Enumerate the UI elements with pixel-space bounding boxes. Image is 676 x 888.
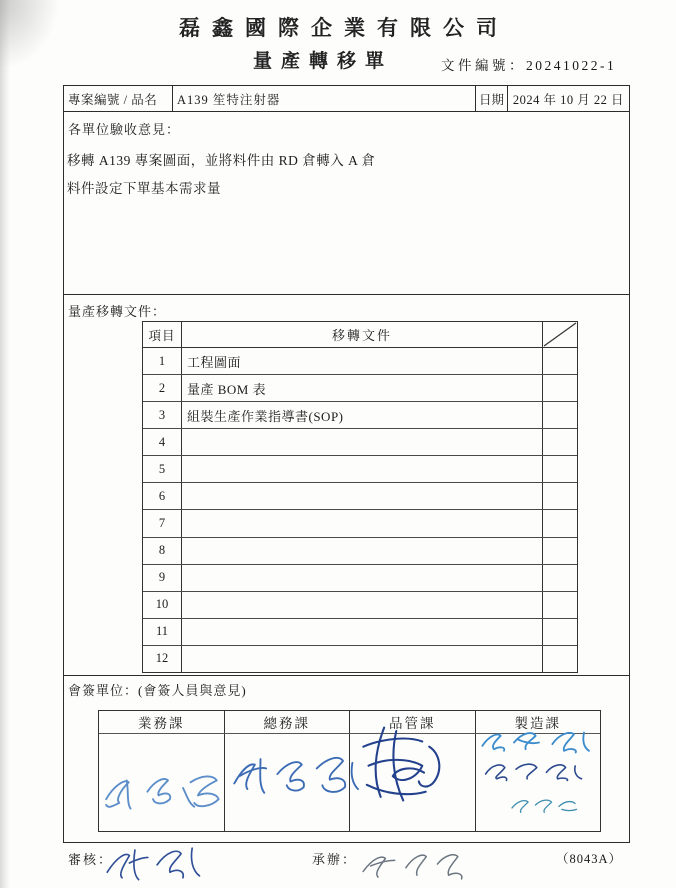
row-check-cell xyxy=(543,565,577,591)
row-number: 11 xyxy=(143,619,182,645)
signature-cell-general-affairs xyxy=(225,734,351,831)
row-check-cell xyxy=(543,538,577,564)
col-header-item: 項目 xyxy=(143,322,182,347)
table-row xyxy=(143,592,577,619)
row-doc xyxy=(182,510,543,536)
dept-quality: 品管課 xyxy=(350,711,476,733)
row-number: 12 xyxy=(143,646,182,672)
row-doc xyxy=(182,646,543,672)
row-number: 3 xyxy=(143,402,182,428)
table-row xyxy=(143,375,577,402)
handwritten-signature xyxy=(474,724,599,756)
company-title: 磊鑫國際企業有限公司 xyxy=(179,16,509,40)
form-outer-table xyxy=(63,85,630,843)
countersign-section xyxy=(64,676,629,841)
row-check-cell xyxy=(543,429,577,455)
review-signature xyxy=(98,840,218,886)
dept-manufacturing: 製造課 xyxy=(514,716,561,731)
handler-signature xyxy=(352,844,482,886)
row-doc xyxy=(182,429,543,455)
table-row xyxy=(143,510,577,537)
row-doc xyxy=(182,592,543,618)
row-check-cell xyxy=(543,483,577,509)
row-number: 2 xyxy=(143,375,182,401)
table-row xyxy=(143,456,577,483)
row-check-cell xyxy=(543,646,577,672)
row-doc xyxy=(182,483,543,509)
col-header-check xyxy=(543,322,577,347)
table-row xyxy=(143,646,577,672)
handwritten-signature xyxy=(476,756,596,784)
row-number: 7 xyxy=(143,510,182,536)
row-number: 1 xyxy=(143,348,182,374)
countersign-title: 會簽單位：(會簽人員與意見) xyxy=(68,683,247,698)
transfer-docs-table xyxy=(142,321,578,673)
row-doc xyxy=(182,456,543,482)
row-check-cell xyxy=(543,456,577,482)
document-number-label: 文件編號： xyxy=(441,58,526,73)
countersign-table xyxy=(98,710,601,832)
table-row xyxy=(143,429,577,456)
table-row xyxy=(143,402,577,429)
row-number: 5 xyxy=(143,456,182,482)
row-check-cell xyxy=(543,619,577,645)
row-check-cell xyxy=(543,510,577,536)
diagonal-slash xyxy=(543,322,577,347)
row-number: 4 xyxy=(143,429,182,455)
handler-label: 承辦： xyxy=(312,852,358,867)
handwritten-signature xyxy=(93,752,243,822)
row-check-cell xyxy=(543,348,577,374)
project-label: 專案編號 / 品名 xyxy=(64,86,173,111)
form-title: 量產轉移單 xyxy=(253,51,394,72)
row-doc xyxy=(182,538,543,564)
dept-general-affairs: 總務課 xyxy=(225,711,351,733)
review-label: 審核： xyxy=(68,852,114,867)
document-number-value: 20241022-1 xyxy=(526,58,617,73)
row-number: 6 xyxy=(143,483,182,509)
table-row xyxy=(143,538,577,565)
dept-sales: 業務課 xyxy=(99,711,225,733)
signature-cell-manufacturing xyxy=(476,734,601,831)
acceptance-opinions-section xyxy=(64,113,629,295)
row-doc: 工程圖面 xyxy=(182,348,543,374)
form-code: （8043A） xyxy=(556,852,623,866)
row-doc: 組裝生產作業指導書(SOP) xyxy=(182,402,543,428)
col-header-doc: 移轉文件 xyxy=(182,322,543,347)
row-check-cell xyxy=(543,402,577,428)
row-doc: 量產 BOM 表 xyxy=(182,375,543,401)
transfer-docs-title: 量產移轉文件： xyxy=(68,304,167,319)
date-value: 2024 年 10 月 22 日 xyxy=(512,92,625,107)
opinion-line: 料件設定下單基本需求量 xyxy=(67,181,221,196)
row-number: 8 xyxy=(143,538,182,564)
signature-cell-sales xyxy=(99,734,225,831)
row-check-cell xyxy=(543,375,577,401)
row-check-cell xyxy=(543,592,577,618)
row-doc xyxy=(182,565,543,591)
transfer-docs-section xyxy=(64,296,629,676)
table-row xyxy=(143,619,577,646)
date-label: 日期 xyxy=(476,86,508,111)
transfer-docs-rows xyxy=(143,348,577,672)
handwritten-signature xyxy=(490,792,600,818)
row-number: 10 xyxy=(143,592,182,618)
table-row xyxy=(143,483,577,510)
handwritten-signature xyxy=(346,714,476,814)
signature-cell-quality xyxy=(350,734,476,831)
transfer-docs-header-row xyxy=(143,322,577,348)
table-row xyxy=(143,565,577,592)
row-doc xyxy=(182,619,543,645)
opinions-title: 各單位驗收意見： xyxy=(68,122,181,137)
document-number xyxy=(441,54,616,74)
row-number: 9 xyxy=(143,565,182,591)
table-row xyxy=(143,348,577,375)
opinion-line: 移轉 A139 專案圖面，並將料件由 RD 倉轉入 A 倉 xyxy=(67,153,376,168)
countersign-signature-row xyxy=(99,734,600,831)
project-value: A139 笙特注射器 xyxy=(173,86,476,111)
project-info-row xyxy=(64,86,629,112)
